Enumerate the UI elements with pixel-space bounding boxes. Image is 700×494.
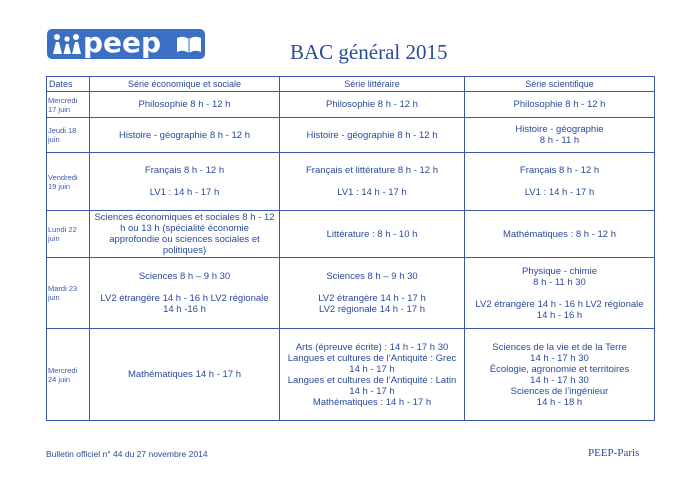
cell-line: LV2 régionale 14 h - 17 h [319,304,425,315]
schedule-table [46,76,655,421]
cell-line: Français 8 h - 12 h [519,165,600,176]
date-cell [47,153,90,211]
cell-line: Littérature : 8 h - 10 h [326,228,418,240]
cell-line: Français et littérature 8 h - 12 h [305,165,438,176]
line-gap [92,282,277,293]
cell-series-es [90,258,280,329]
footer-brand: PEEP-Paris [588,447,640,459]
date-line: juin [48,234,60,243]
cell-line: 14 h - 17 h [349,363,395,375]
date-cell [47,258,90,329]
date-line: Jeudi 18 [48,126,77,135]
cell-line: Langues et cultures de l’Antiquité : Latin [287,374,457,386]
cell-series-s [465,92,655,118]
line-gap [92,176,277,187]
schedule-body [47,92,655,421]
table-row [47,211,655,258]
date-line: Mercredi [48,365,78,375]
cell-line: LV2 étrangère 14 h - 16 h LV2 régionale [475,298,644,310]
cell-line: h ou 13 h (spécialité économie [120,223,249,234]
cell-line: Philosophie 8 h - 12 h [138,99,231,110]
cell-series-s [465,153,655,211]
table-row [47,118,655,153]
cell-series-l [280,153,465,211]
line-gap [282,282,462,293]
date-cell [47,211,90,258]
date-line: juin [48,135,60,144]
cell-series-l [280,92,465,118]
cell-line: Histoire - géographie 8 h - 12 h [306,129,438,141]
cell-line: Physique - chimie [522,265,597,277]
table-row [47,153,655,211]
date-line: 17 juin [48,104,71,114]
book-icon [176,34,202,54]
header-row [47,77,655,92]
cell-series-l [280,211,465,258]
cell-series-es [90,211,280,258]
date-line: Mardi 23 [48,284,78,293]
header-dates: Dates [47,77,90,92]
cell-line: Philosophie 8 h - 12 h [513,99,606,110]
cell-line: 14 h -16 h [163,304,206,315]
cell-series-es [90,329,280,421]
cell-line: LV1 : 14 h - 17 h [149,187,220,198]
cell-series-s [465,258,655,329]
cell-series-l [280,258,465,329]
date-cell [47,329,90,421]
cell-line: Mathématiques : 8 h - 12 h [502,228,616,240]
header-series-s: Série scientifique [465,77,655,92]
cell-line: LV1 : 14 h - 17 h [337,187,407,198]
date-cell [47,92,90,118]
cell-line: 14 h - 17 h 30 [530,374,589,386]
footer-bulletin: Bulletin officiel n° 44 du 27 novembre 2014 [46,449,208,459]
cell-line: Sciences 8 h – 9 h 30 [138,271,231,282]
cell-series-s [465,211,655,258]
cell-line: Français 8 h - 12 h [144,165,225,176]
cell-line: Écologie, agronomie et territoires [489,363,630,375]
line-gap [467,288,652,299]
table-row [47,329,655,421]
cell-series-es [90,153,280,211]
cell-line: 8 h - 11 h [539,135,580,146]
peep-logo [47,26,205,59]
date-line: 24 juin [48,374,71,384]
cell-line: Sciences économiques et sociales 8 h - 12 [94,212,275,223]
cell-series-es [90,118,280,153]
header-series-es: Série économique et sociale [90,77,280,92]
table-row [47,258,655,329]
cell-line: 8 h - 11 h 30 [533,276,586,288]
cell-line: 14 h - 17 h 30 [530,352,589,364]
cell-line: 14 h - 18 h [536,396,583,408]
cell-line: Histoire - géographie 8 h - 12 h [119,129,250,141]
date-line: Vendredi [48,172,78,182]
date-line: 19 juin [48,181,71,191]
table-row [47,92,655,118]
cell-line: LV1 : 14 h - 17 h [524,187,595,198]
cell-line: 14 h - 16 h [536,309,583,321]
cell-line: 14 h - 17 h [349,385,395,397]
cell-line: Mathématiques : 14 h - 17 h [312,396,432,408]
logo-text: peep [83,26,162,59]
cell-line: Sciences de l’ingénieur [510,385,609,397]
cell-line: Sciences 8 h – 9 h 30 [326,271,418,282]
cell-series-l [280,118,465,153]
cell-series-l [280,329,465,421]
cell-series-s [465,118,655,153]
line-gap [282,176,462,187]
date-line: juin [48,293,60,302]
cell-line: Sciences de la vie et de la Terre [492,341,627,353]
people-icon [51,32,83,56]
cell-line: politiques) [162,245,207,256]
date-line: Mercredi [48,95,78,105]
cell-line: LV2 étrangère 14 h - 17 h [318,293,426,304]
cell-line: Histoire - géographie [515,124,604,135]
cell-series-s [465,329,655,421]
date-cell [47,118,90,153]
cell-line: Mathématiques 14 h - 17 h [127,369,241,380]
date-line: Lundi 22 [48,225,77,234]
header-series-l: Série littéraire [280,77,465,92]
cell-line: Langues et cultures de l’Antiquité : Grec [287,352,457,364]
cell-line: Philosophie 8 h - 12 h [326,99,418,110]
cell-line: approfondie ou sciences sociales et [109,234,260,245]
cell-line: LV2 étrangère 14 h - 16 h LV2 régionale [100,293,269,304]
cell-line: Arts (épreuve écrite) : 14 h - 17 h 30 [295,341,449,353]
page-title: BAC général 2015 [290,40,448,64]
line-gap [467,176,652,187]
cell-series-es [90,92,280,118]
